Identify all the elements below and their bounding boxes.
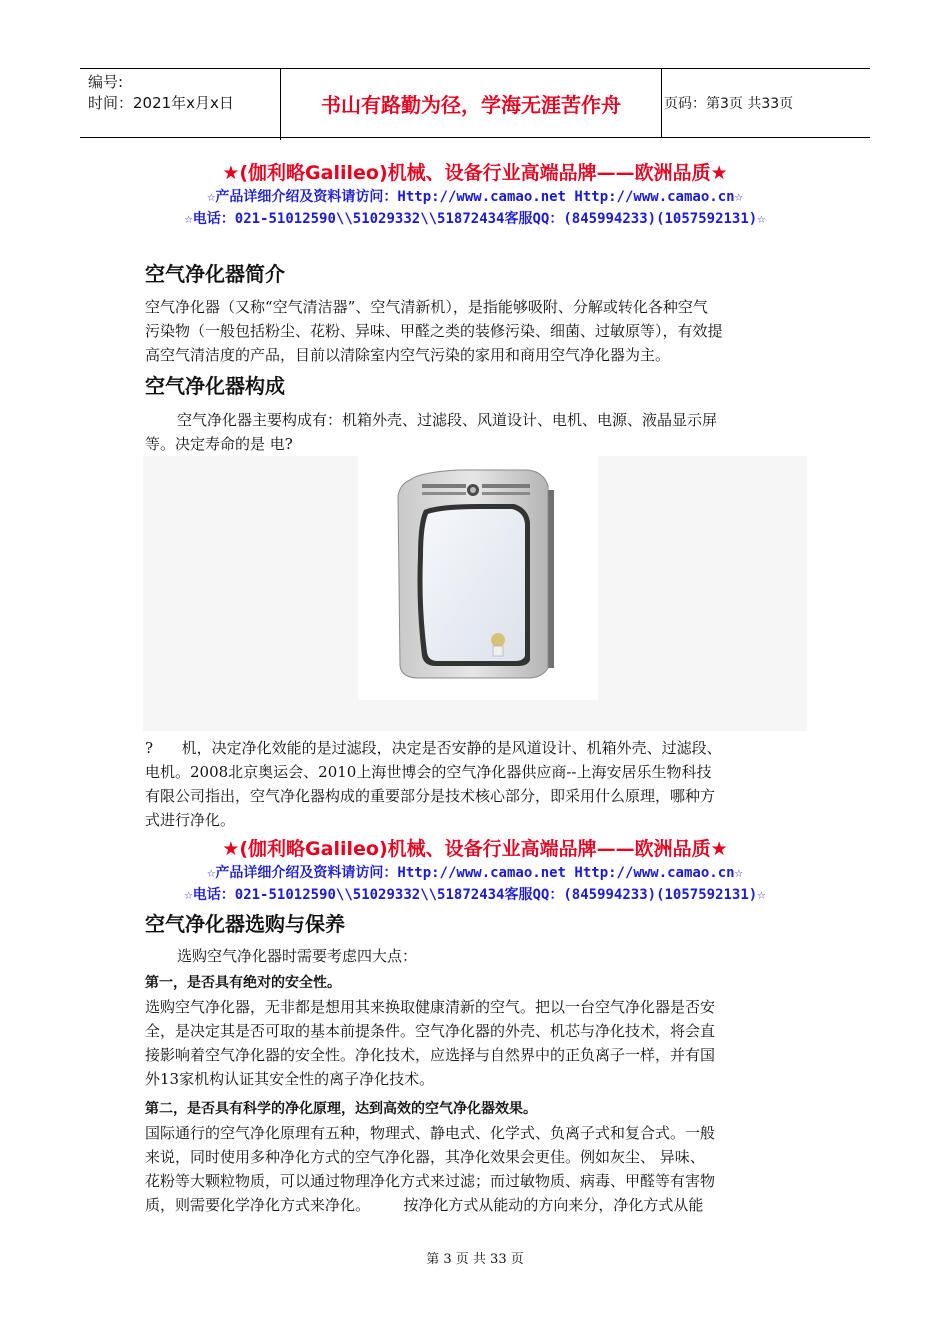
text-line: 国际通行的空气净化原理有五种，物理式、静电式、化学式、负离子式和复合式。一般 [145,1124,716,1142]
text-line: 外13家机构认证其安全性的离子净化技术。 [145,1070,435,1088]
text-line: 高空气清洁度的产品，目前以清除室内空气污染的家用和商用空气净化器为主。 [145,346,671,364]
header-left-cell [80,69,281,140]
point-two-paragraph [145,1121,810,1217]
ad-phone-line: ☆电话：021-51012590\\51029332\\51872434客服QQ：(845994233)(1057592131)☆ [184,887,766,903]
ad-block-middle [100,837,850,906]
text-line: 全，是决定其是否可取的基本前提条件。空气净化器的外壳、机芯与净化技术，将会直 [145,1022,716,1040]
section-title-buying: 空气净化器选购与保养 [145,912,345,936]
text-line: 花粉等大颗粒物质，可以通过物理净化方式来过滤；而过敏物质、病毒、甲醛等有害物 [145,1172,716,1190]
air-purifier-image [358,456,598,700]
buying-intro: 选购空气净化器时需要考虑四大点： [177,947,418,965]
intro-paragraph [145,295,810,367]
document-time-label: 时间：2021年x月x日 [88,94,234,112]
section-title-intro: 空气净化器简介 [145,262,285,286]
text-line: 接影响着空气净化器的安全性。净化技术，应选择与自然界中的正负离子一样，并有国 [145,1046,716,1064]
header-page-number: 页码：第3页 共33页 [664,96,794,112]
text-line: 电机。2008北京奥运会、2010上海世博会的空气净化器供应商--上海安居乐生物科技 [145,763,712,781]
air-purifier-illustration [358,456,598,700]
text-line: 有限公司指出，空气净化器构成的重要部分是技术核心部分，即采用什么原理，哪种方 [145,787,716,805]
text-line: 选购空气净化器，无非都是想用其来换取健康清新的空气。把以一台空气净化器是否安 [145,998,716,1016]
text-line: 空气净化器主要构成有：机箱外壳、过滤段、风道设计、电机、电源、液晶显示屏 [177,411,718,429]
composition-paragraph [145,408,810,456]
composition-paragraph-continued [145,736,810,832]
text-line: 等。决定寿命的是 电? [145,435,293,453]
text-line: 质，则需要化学净化方式来净化。 按净化方式从能动的方向来分，净化方式从能 [145,1196,704,1214]
ad-phone-line: ☆电话：021-51012590\\51029332\\51872434客服QQ：(845994233)(1057592131)☆ [184,211,766,227]
ad-website-line: ☆产品详细介绍及资料请访问：Http://www.camao.net Http://www.camao.cn☆ [206,865,743,881]
ad-brand-line: ★(伽利略Galileo)机械、设备行业高端品牌——欧洲品质★ [222,162,728,184]
text-line: 空气净化器（又称“空气清洁器”、空气清新机），是指能够吸附、分解或转化各种空气 [145,298,708,316]
header-page-cell [662,69,872,137]
point-one-paragraph [145,995,810,1091]
text-line: 来说，同时使用多种净化方式的空气净化器，其净化效果会更佳。例如灰尘、 异味、 [145,1148,705,1166]
text-line: 污染物（一般包括粉尘、花粉、异味、甲醛之类的装修污染、细菌、过敏原等），有效提 [145,322,723,340]
text-line: 式进行净化。 [145,811,236,829]
point-two-title: 第二，是否具有科学的净化原理，达到高效的空气净化器效果。 [145,1101,537,1117]
page-footer: 第 3 页 共 33 页 [426,1252,524,1267]
ad-block-top [100,161,850,230]
document-code-label: 编号: [88,73,124,91]
ad-website-line: ☆产品详细介绍及资料请访问：Http://www.camao.net Http://www.camao.cn☆ [206,189,743,205]
page-header [80,68,870,138]
ad-brand-line: ★(伽利略Galileo)机械、设备行业高端品牌——欧洲品质★ [222,838,728,860]
header-motto: 书山有路勤为径，学海无涯苦作舟 [321,92,621,117]
point-one-title: 第一，是否具有绝对的安全性。 [145,975,341,991]
section-title-composition: 空气净化器构成 [145,374,285,398]
text-line: ? 机，决定净化效能的是过滤段，决定是否安静的是风道设计、机箱外壳、过滤段、 [145,739,722,757]
header-motto-cell [281,69,662,137]
